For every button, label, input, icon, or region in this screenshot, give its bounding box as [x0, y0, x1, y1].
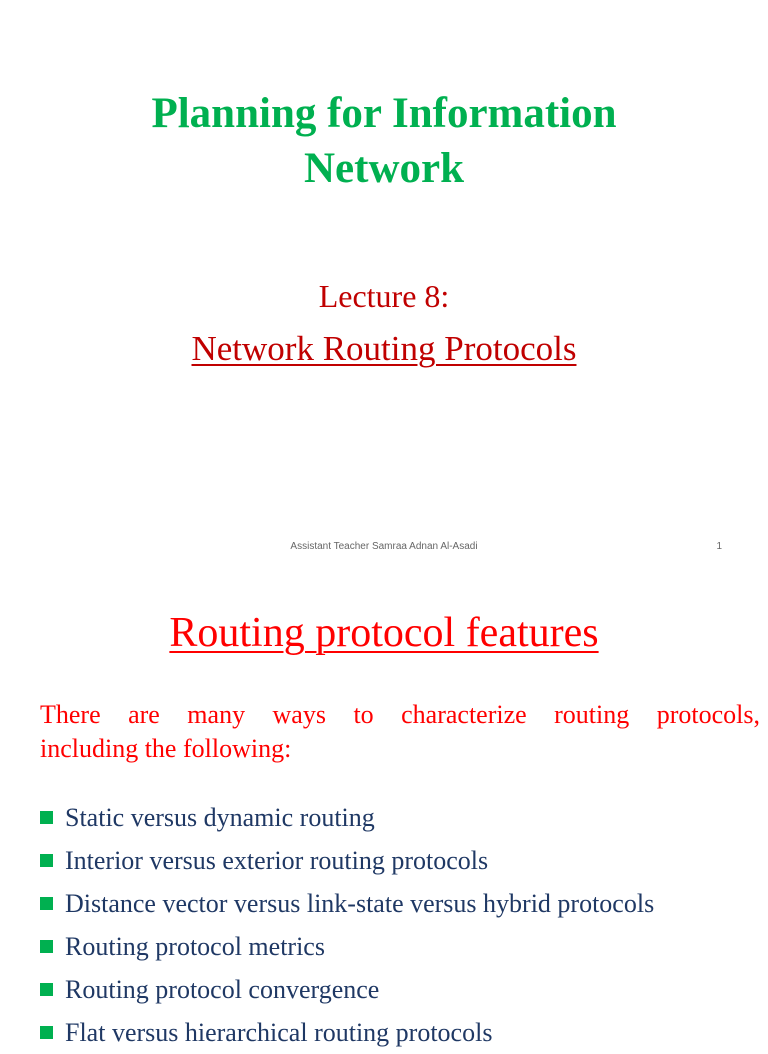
page-number: 1 — [716, 541, 722, 552]
list-item — [40, 925, 654, 968]
square-bullet-icon — [40, 854, 53, 867]
list-item-text: Interior versus exterior routing protocols — [65, 845, 489, 875]
lecture-number: Lecture 8: — [318, 278, 450, 314]
lecture-subtitle-text: Network Routing Protocols — [191, 329, 577, 368]
list-item — [40, 839, 654, 882]
square-bullet-icon — [40, 897, 53, 910]
list-item-text: Routing protocol metrics — [65, 931, 325, 961]
list-item-text: Routing protocol convergence — [65, 974, 380, 1004]
list-item-text: Distance vector versus link-state versus hybrid protocols — [65, 888, 655, 918]
slide-title-line1: Planning for Information — [151, 90, 617, 137]
square-bullet-icon — [40, 940, 53, 953]
slide-title-line2: Network — [303, 145, 464, 192]
square-bullet-icon — [40, 1026, 53, 1039]
lecture-subtitle — [0, 328, 768, 370]
section-heading — [0, 608, 768, 658]
list-item — [40, 968, 654, 1011]
list-item — [40, 796, 654, 839]
square-bullet-icon — [40, 983, 53, 996]
list-item — [40, 1011, 654, 1054]
list-item-text: Flat versus hierarchical routing protocols — [65, 1017, 493, 1047]
square-bullet-icon — [40, 811, 53, 824]
feature-list — [40, 796, 654, 1054]
slide-footer — [0, 541, 768, 557]
list-item-text: Static versus dynamic routing — [65, 802, 375, 832]
slide-content — [0, 576, 768, 1047]
section-heading-text: Routing protocol features — [169, 610, 599, 656]
intro-line-2: including the following: — [40, 734, 292, 763]
intro-paragraph — [40, 698, 760, 766]
footer-author: Assistant Teacher Samraa Adnan Al-Asadi — [290, 541, 478, 552]
intro-line-1: There are many ways to characterize routing protocols, — [40, 700, 760, 729]
list-item — [40, 882, 654, 925]
